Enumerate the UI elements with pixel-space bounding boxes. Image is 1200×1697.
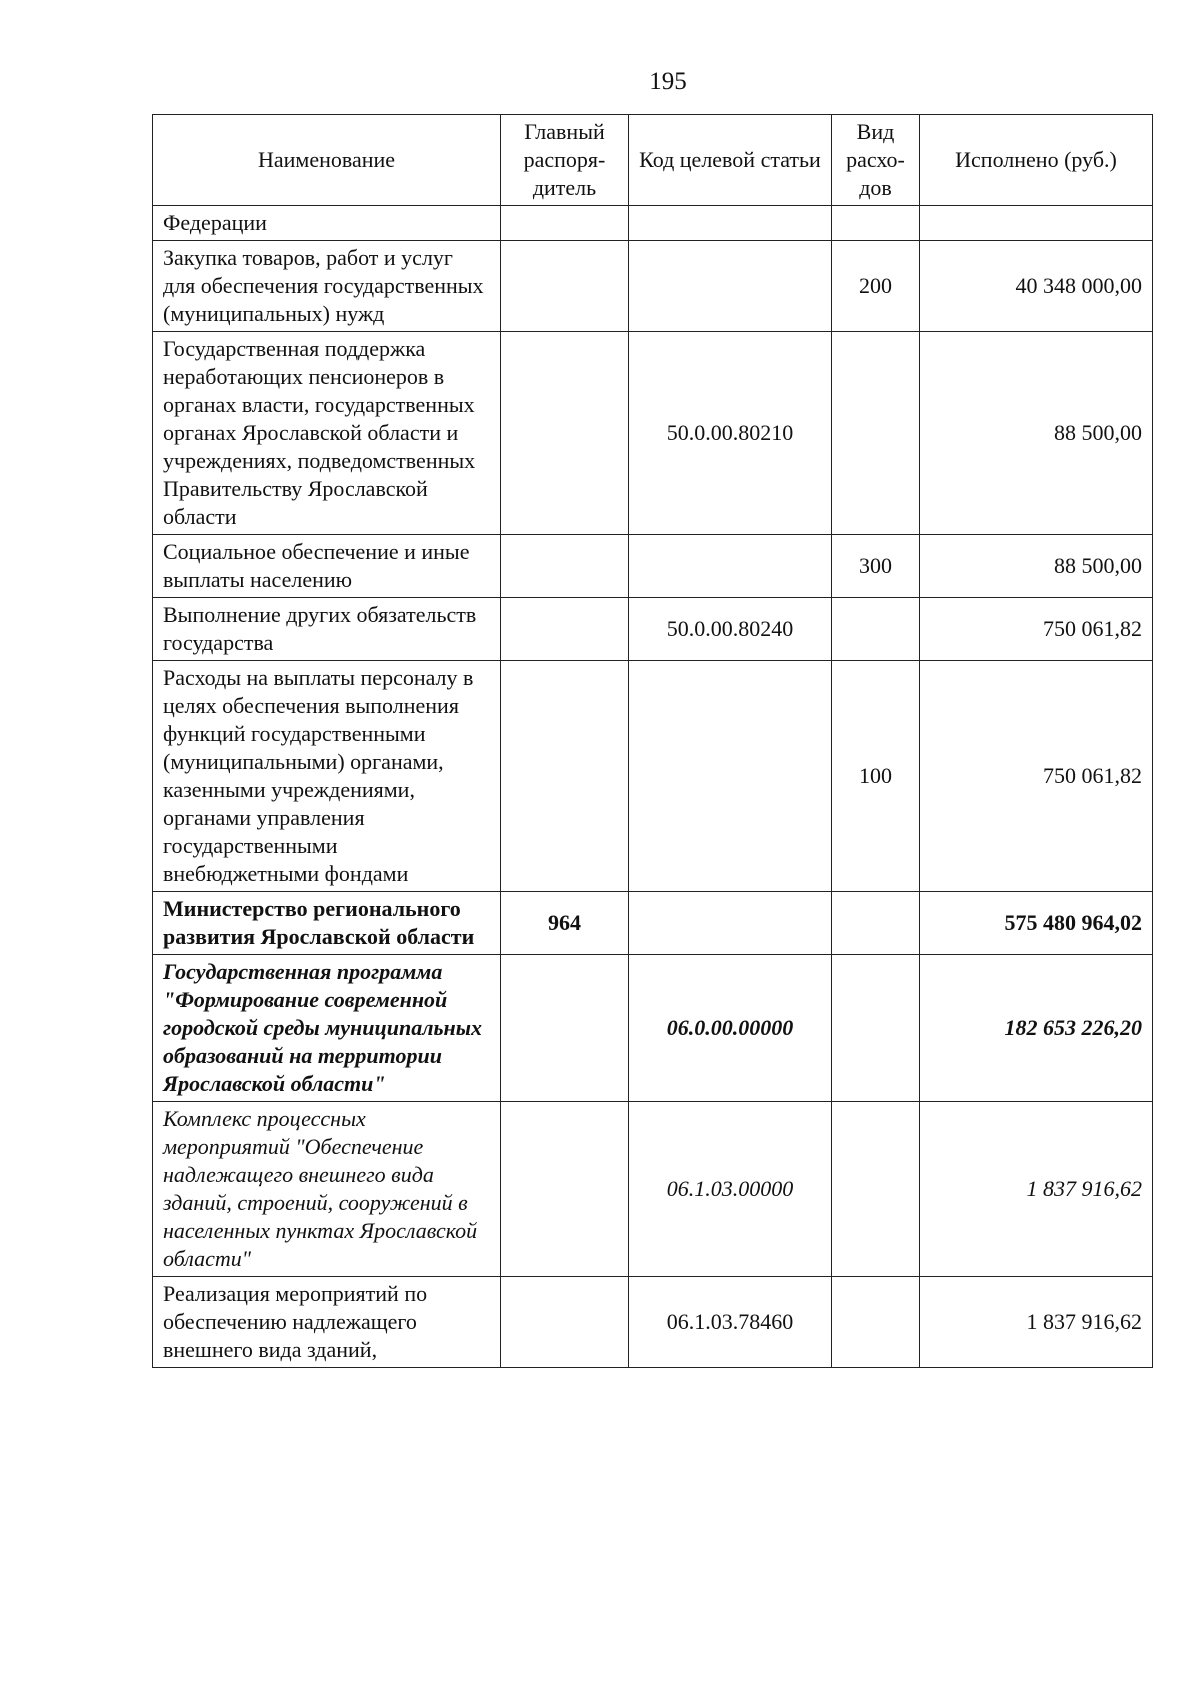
row-expense-type <box>832 1277 920 1368</box>
row-main-manager <box>501 1277 629 1368</box>
row-target-code <box>629 535 832 598</box>
row-name: Выполнение других обязательств государства <box>153 598 501 661</box>
row-target-code <box>629 241 832 332</box>
row-expense-type <box>832 332 920 535</box>
row-main-manager <box>501 332 629 535</box>
row-executed: 88 500,00 <box>920 332 1153 535</box>
table-row <box>153 955 1153 1102</box>
row-name: Федерации <box>153 206 501 241</box>
row-executed: 88 500,00 <box>920 535 1153 598</box>
row-main-manager <box>501 955 629 1102</box>
row-main-manager: 964 <box>501 892 629 955</box>
row-expense-type <box>832 955 920 1102</box>
row-executed: 1 837 916,62 <box>920 1102 1153 1277</box>
row-target-code: 50.0.00.80210 <box>629 332 832 535</box>
header-main-manager: Главный распоря-дитель <box>501 115 629 206</box>
table-row <box>153 1277 1153 1368</box>
row-name: Закупка товаров, работ и услуг для обеспечения государственных (муниципальных) нужд <box>153 241 501 332</box>
row-expense-type <box>832 598 920 661</box>
row-expense-type: 200 <box>832 241 920 332</box>
row-expense-type: 300 <box>832 535 920 598</box>
row-expense-type <box>832 206 920 241</box>
table-row <box>153 332 1153 535</box>
row-main-manager <box>501 661 629 892</box>
table-row <box>153 241 1153 332</box>
row-target-code <box>629 892 832 955</box>
row-executed: 182 653 226,20 <box>920 955 1153 1102</box>
row-target-code: 50.0.00.80240 <box>629 598 832 661</box>
row-executed <box>920 206 1153 241</box>
row-target-code: 06.1.03.00000 <box>629 1102 832 1277</box>
page-number: 195 <box>649 68 687 95</box>
row-name: Государственная поддержка неработающих пенсионеров в органах власти, государственных органах Ярославской области и учреждениях, подведомственных Правительству Ярославской области <box>153 332 501 535</box>
row-executed: 40 348 000,00 <box>920 241 1153 332</box>
expenditure-table <box>152 114 1153 1368</box>
table-row <box>153 1102 1153 1277</box>
table-row <box>153 206 1153 241</box>
row-expense-type <box>832 1102 920 1277</box>
row-main-manager <box>501 1102 629 1277</box>
table-row <box>153 535 1153 598</box>
row-target-code: 06.0.00.00000 <box>629 955 832 1102</box>
row-target-code <box>629 661 832 892</box>
header-name: Наименование <box>153 115 501 206</box>
row-name: Государственная программа "Формирование современной городской среды муниципальных образований на территории Ярославской области" <box>153 955 501 1102</box>
row-target-code <box>629 206 832 241</box>
row-executed: 575 480 964,02 <box>920 892 1153 955</box>
row-name: Социальное обеспечение и иные выплаты населению <box>153 535 501 598</box>
row-expense-type: 100 <box>832 661 920 892</box>
table-row <box>153 892 1153 955</box>
row-executed: 1 837 916,62 <box>920 1277 1153 1368</box>
row-executed: 750 061,82 <box>920 661 1153 892</box>
row-main-manager <box>501 535 629 598</box>
table-header-row <box>153 115 1153 206</box>
row-name: Расходы на выплаты персоналу в целях обеспечения выполнения функций государственными (муниципальными) органами, казенными учреждениями, органами управления государственными внебюджетными фондами <box>153 661 501 892</box>
row-target-code: 06.1.03.78460 <box>629 1277 832 1368</box>
header-executed: Исполнено (руб.) <box>920 115 1153 206</box>
table-row <box>153 661 1153 892</box>
row-executed: 750 061,82 <box>920 598 1153 661</box>
row-name: Реализация мероприятий по обеспечению надлежащего внешнего вида зданий, <box>153 1277 501 1368</box>
header-expense-type: Вид расхо-дов <box>832 115 920 206</box>
header-target-code: Код целевой статьи <box>629 115 832 206</box>
row-name: Министерство регионального развития Ярославской области <box>153 892 501 955</box>
row-main-manager <box>501 206 629 241</box>
row-name: Комплекс процессных мероприятий "Обеспечение надлежащего внешнего вида зданий, строений, сооружений в населенных пунктах Ярославской области" <box>153 1102 501 1277</box>
table-row <box>153 598 1153 661</box>
row-main-manager <box>501 241 629 332</box>
row-expense-type <box>832 892 920 955</box>
row-main-manager <box>501 598 629 661</box>
